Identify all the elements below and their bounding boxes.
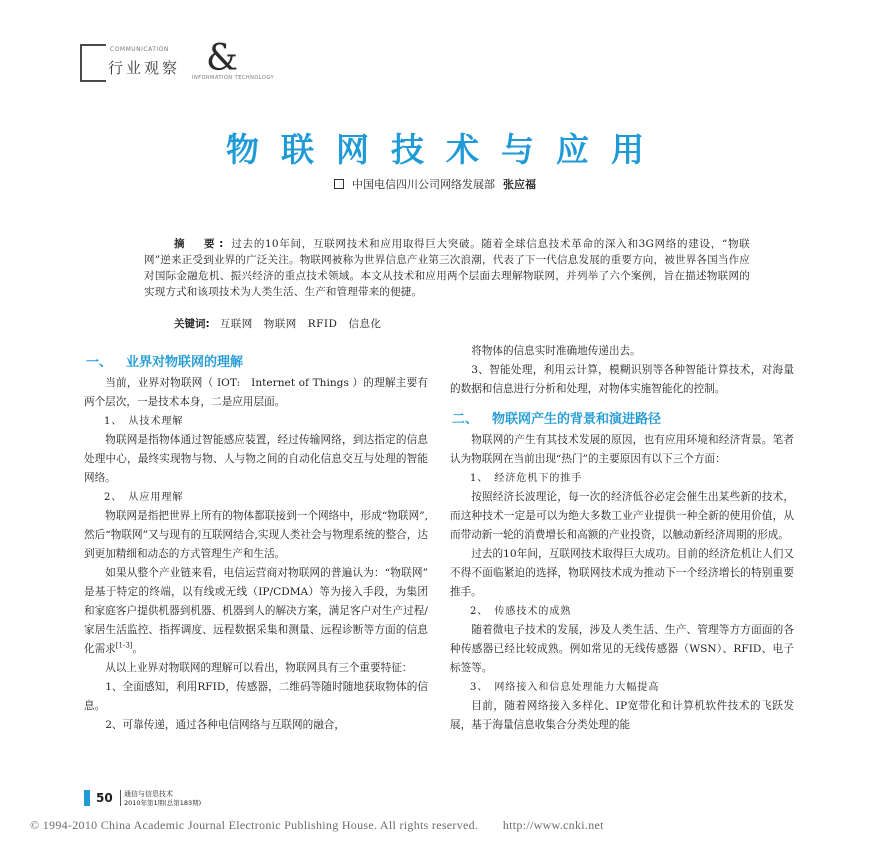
paragraph: 从以上业界对物联网的理解可以看出，物联网具有三个重要特征： bbox=[105, 662, 413, 674]
paragraph: 目前，随着网络接入多样化、IP宽带化和计算机软件技术的飞跃发展，基于海量信息收集合分类处理的能 bbox=[450, 700, 794, 731]
paragraph: 物联网的产生有其技术发展的原因，也有应用环境和经济背景。笔者认为物联网在当前出现“热门”的主要原因有以下三个方面： bbox=[450, 434, 794, 465]
subheading: 3、 网络接入和信息处理能力大幅提高 bbox=[470, 682, 660, 693]
article-title: 物联网技术与应用 bbox=[226, 130, 666, 169]
journal-issue: 2010年第1期(总第183期) bbox=[124, 799, 202, 807]
paragraph: 如果从整个产业链来看，电信运营商对物联网的普遍认为：“物联网” 是基于特定的终端，以有线或无线（IP/CDMA）等为接入手段，为集团和家庭客户提供机器到机器、机器到人的解决方案，满足客户对生产过程/家居生活监控、指挥调度、远程数据采集和测量、远程诊断等方面的信息化需求[1-3]。 bbox=[84, 567, 428, 655]
section-logo bbox=[80, 38, 275, 81]
section-name: 行业观察 bbox=[108, 59, 181, 77]
subheading: 2、 从应用理解 bbox=[104, 492, 184, 503]
paragraph: 过去的10年间，互联网技术取得巨大成功。目前的经济危机让人们又不得不面临紧迫的选择，物联网技术成为推动下一个经济增长的特别重要推手。 bbox=[450, 548, 794, 598]
paragraph: 将物体的信息实时准确地传递出去。 bbox=[471, 345, 641, 357]
abstract-label: 摘 要: bbox=[174, 238, 228, 250]
section-heading-1: 一、 业界对物联网的理解 bbox=[86, 355, 244, 370]
square-bullet-icon bbox=[334, 179, 344, 189]
paragraph: 物联网是指把世界上所有的物体都联接到一个网络中，形成“物联网”,然后“物联网”又与现有的互联网结合,实现人类社会与物理系统的整合，达到更加精细和动态的方式管理生产和生活。 bbox=[84, 510, 428, 560]
keywords-text: 互联网 物联网 RFID 信息化 bbox=[219, 318, 382, 330]
paragraph: 随着微电子技术的发展，涉及人类生活、生产、管理等方方面面的各种传感器已经比较成熟。例如常见的无线传感器（WSN）、RFID、电子标签等。 bbox=[450, 624, 794, 674]
subheading: 1、 经济危机下的推手 bbox=[470, 473, 583, 484]
page-number: 50 bbox=[96, 791, 113, 805]
paragraph: 按照经济长波理论，每一次的经济低谷必定会催生出某些新的技术，而这种技术一定是可以为绝大多数工业产业提供一种全新的使用价值，从而带动新一轮的消费增长和高额的产业投资，以触动新经济周期的形成。 bbox=[450, 491, 794, 541]
subheading: 1、 从技术理解 bbox=[104, 416, 184, 427]
paragraph: 1、全面感知，利用RFID，传感器，二维码等随时随地获取物体的信息。 bbox=[84, 681, 428, 712]
keywords-label: 关键词: bbox=[174, 318, 210, 330]
copyright-notice: © 1994-2010 China Academic Journal Electronic Publishing House. All rights reserved. http://www.cnki.net bbox=[30, 818, 604, 832]
logo-ampersand: & bbox=[206, 38, 239, 79]
citation-ref: [1-3] bbox=[115, 641, 133, 650]
section-heading-2: 二、 物联网产生的背景和演进路径 bbox=[452, 412, 662, 427]
subheading: 2、 传感技术的成熟 bbox=[470, 606, 572, 617]
abstract bbox=[144, 236, 750, 300]
paragraph: 物联网是指物体通过智能感应装置，经过传输网络，到达指定的信息处理中心，最终实现物与物、人与物之间的自动化信息交互与处理的智能网络。 bbox=[84, 434, 428, 484]
author-name: 张应福 bbox=[503, 178, 536, 191]
paragraph: 2、可靠传递，通过各种电信网络与互联网的融合， bbox=[105, 719, 345, 731]
journal-name: 通信与信息技术 bbox=[124, 790, 173, 798]
author-line bbox=[0, 176, 870, 192]
folio-bar bbox=[84, 790, 90, 806]
author-affiliation: 中国电信四川公司网络发展部 bbox=[352, 178, 495, 191]
left-column bbox=[84, 342, 428, 735]
page-folio bbox=[84, 790, 284, 806]
logo-frame bbox=[80, 44, 106, 82]
abstract-text: 过去的10年间，互联网技术和应用取得巨大突破。随着全球信息技术革命的深入和3G网络的建设，“物联网”逆来正受到业界的广泛关注。物联网被称为世界信息产业第三次浪潮，代表了下一代信息发展的重要方向，被世界各国当作应对国际金融危机、振兴经济的重点技术领域。本文从技术和应用两个层面去理解物联网，并列举了六个案例，旨在描述物联网的实现方式和该项技术为人类生活、生产和管理带来的便捷。 bbox=[144, 238, 750, 298]
keywords bbox=[174, 316, 381, 331]
folio-divider bbox=[120, 790, 121, 806]
logo-english-bottom: INFORMATION TECHNOLOGY bbox=[192, 75, 275, 81]
paragraph: 当前，业界对物联网（ IOT: Internet of Things ）的理解主要有两个层次，一是技术本身，二是应用层面。 bbox=[84, 377, 428, 408]
logo-english-top: COMMUNICATION bbox=[110, 46, 169, 53]
paragraph: 3、智能处理，利用云计算，模糊识别等各种智能计算技术，对海量的数据和信息进行分析和处理，对物体实施智能化的控制。 bbox=[450, 364, 794, 395]
right-column bbox=[450, 342, 794, 735]
